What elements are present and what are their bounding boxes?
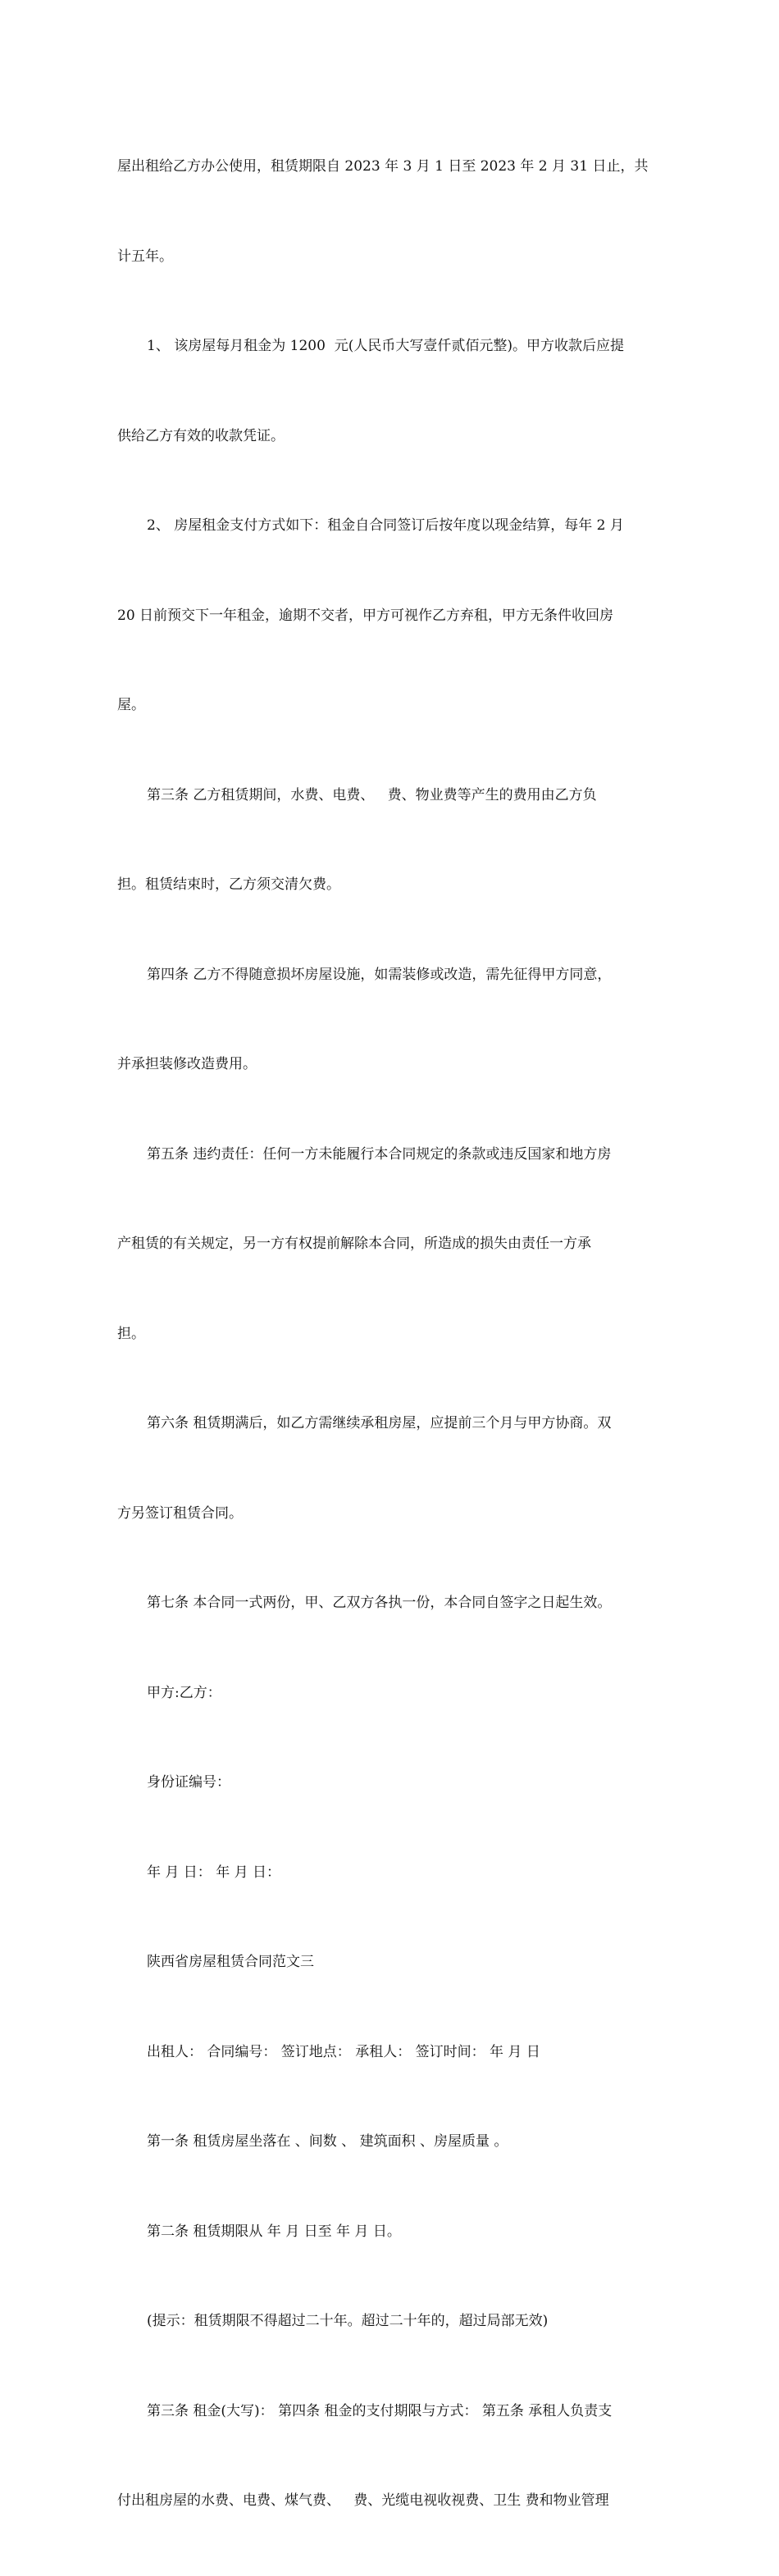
text-line: 并承担装修改造费用。 [117,1056,257,1072]
text-line: 甲方:乙方： [147,1684,221,1701]
text-line: 第四条 乙方不得随意损坏房屋设施，如需装修或改造，需先征得甲方同意， [147,966,612,983]
text-line: 付出租房屋的水费、电费、煤气费、 费、光缆电视收视费、卫生 费和物业管理 [117,2492,609,2509]
text-line: (提示：租赁期限不得超过二十年。超过二十年的，超过局部无效) [147,2313,549,2329]
text-line: 年 月 日： 年 月 日： [147,1864,281,1881]
text-line: 第三条 乙方租赁期间，水费、电费、 费、物业费等产生的费用由乙方负 [147,786,597,803]
document-body [117,92,663,2576]
text-line: 担。 [117,1325,145,1342]
text-line: 方另签订租赁合同。 [117,1504,243,1522]
text-line: 屋。 [117,697,145,713]
text-line: 计五年。 [117,248,173,265]
text-line: 第六条 租赁期满后，如乙方需继续承租房屋，应提前三个月与甲方协商。双 [147,1415,612,1431]
text-line: 1、 该房屋每月租金为 1200 元(人民币大写壹仟贰佰元整)。甲方收款后应提 [147,338,624,354]
text-line: 第七条 本合同一式两份，甲、乙双方各执一份，本合同自签字之日起生效。 [147,1595,612,1611]
text-line: 身份证编号： [147,1774,230,1791]
section-heading: 陕西省房屋租赁合同范文三 [147,1954,314,1970]
text-line: 第一条 租赁房屋坐落在 、间数 、 建筑面积 、房屋质量 。 [147,2133,508,2150]
text-line: 2、 房屋租金支付方式如下：租金自合同签订后按年度以现金结算，每年 2 月 [147,517,624,534]
text-line: 担。租赁结束时，乙方须交清欠费。 [117,876,340,893]
text-line: 屋出租给乙方办公使用，租赁期限自 2023 年 3 月 1 日至 2023 年 2 月 31 日止，共 [117,158,649,175]
text-line: 第二条 租赁期限从 年 月 日至 年 月 日。 [147,2223,401,2240]
text-line: 产租赁的有关规定，另一方有权提前解除本合同，所造成的损失由责任一方承 [117,1236,591,1252]
text-line: 第三条 租金(大写)： 第四条 租金的支付期限与方式： 第五条 承租人负责支 [147,2402,613,2419]
text-line: 20 日前预交下一年租金，逾期不交者，甲方可视作乙方弃租，甲方无条件收回房 [117,607,614,624]
text-line: 出租人： 合同编号： 签订地点： 承租人： 签订时间： 年 月 日 [147,2043,540,2060]
text-line: 第五条 违约责任：任何一方未能履行本合同规定的条款或违反国家和地方房 [147,1145,612,1163]
text-line: 供给乙方有效的收款凭证。 [117,427,285,444]
document-text [117,92,663,2576]
